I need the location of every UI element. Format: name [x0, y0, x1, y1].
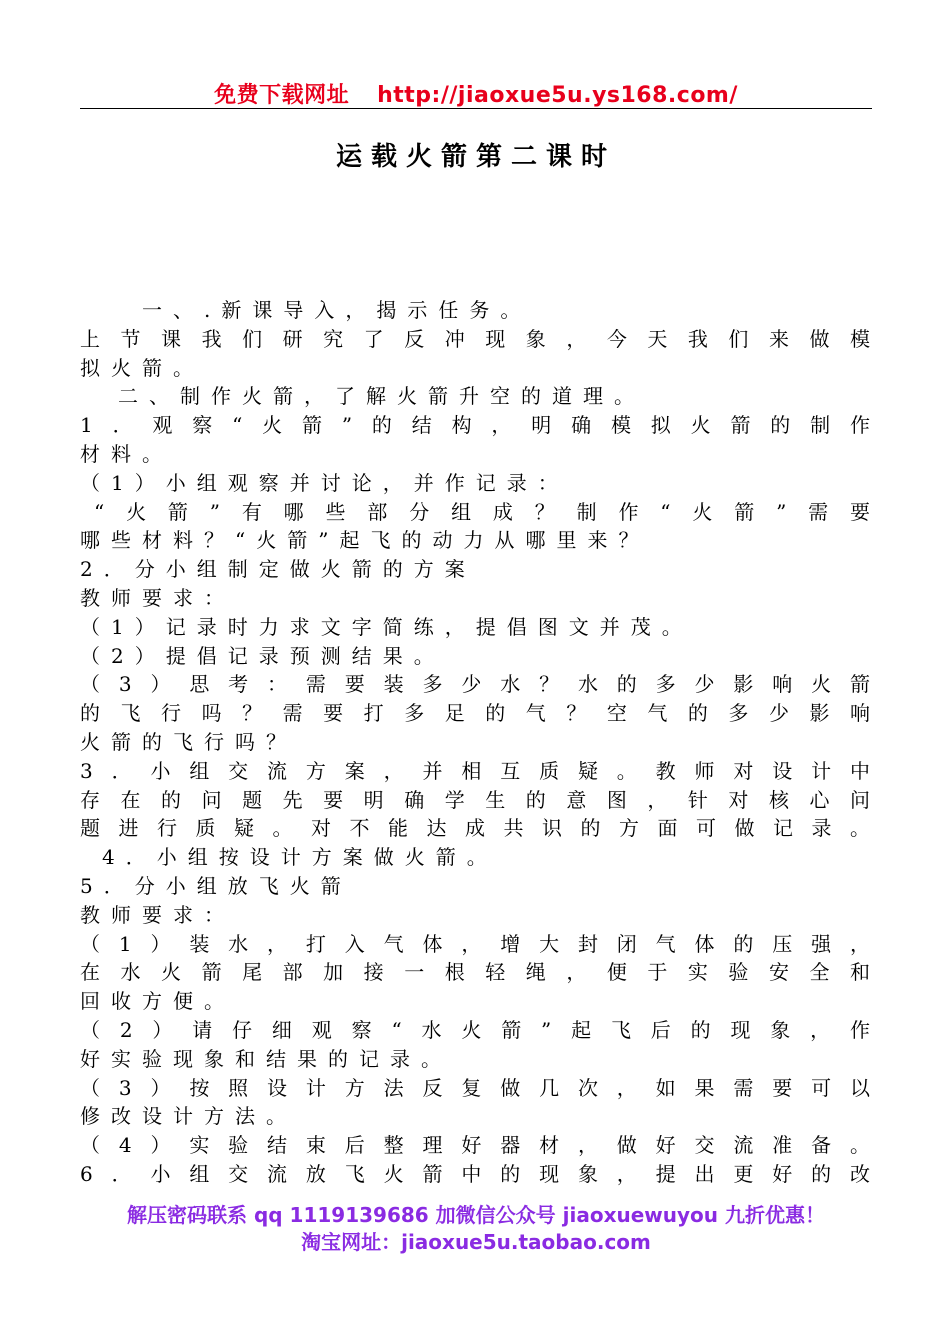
footer-contact: 解压密码联系 qq 1119139686 加微信公众号 jiaoxuewuyou 九折优惠！	[127, 1203, 825, 1227]
download-header	[80, 78, 872, 109]
text-line: 好实验现象和结果的记录。	[80, 1046, 452, 1071]
text-line: 二、制作火箭，了解火箭升空的道理。	[118, 384, 645, 409]
download-label: 免费下载网址	[214, 83, 350, 108]
text-line: 上节课我们研究了反冲现象，今天我们来做模	[80, 326, 872, 351]
text-line: 一、.新课导入，揭示任务。	[142, 298, 532, 322]
text-line: （1）记录时力求文字简练，提倡图文并茂。	[80, 614, 693, 639]
text-line: （1）装水，打入气体，增大封闭气体的压强，	[80, 931, 872, 956]
text-line: 在水火箭尾部加接一根轻绳，便于实验安全和	[80, 960, 872, 985]
text-line: “火箭”有哪些部分组成？制作“火箭”需要	[94, 499, 872, 524]
text-line: 4．小组按设计方案做火箭。	[102, 845, 498, 870]
text-line: 1．观察“火箭”的结构，明确模拟火箭的制作	[80, 413, 872, 438]
text-line: 的飞行吗？需要打多足的气？空气的多少影响	[80, 701, 872, 726]
text-line: 2．分小组制定做火箭的方案	[80, 557, 476, 582]
text-line: （1）小组观察并讨论，并作记录：	[80, 470, 569, 495]
text-line: 存在的问题先要明确学生的意图，针对核心问	[80, 787, 872, 812]
footer-shop-link[interactable]: 淘宝网址：jiaoxue5u.taobao.com	[301, 1230, 651, 1254]
text-line: 5．分小组放飞火箭	[80, 873, 352, 898]
lesson-body	[80, 296, 872, 1189]
text-line: （2）提倡记录预测结果。	[80, 643, 445, 668]
text-line: 3．小组交流方案，并相互质疑。教师对设计中	[80, 758, 872, 783]
text-line: 教师要求：	[80, 902, 235, 927]
header-divider	[80, 108, 872, 109]
text-line: （2）请仔细观察“水火箭”起飞后的现象，作	[80, 1017, 872, 1042]
text-line: 回收方便。	[80, 989, 235, 1014]
text-line: 哪些材料？“火箭”起飞的动力从哪里来？	[80, 528, 650, 553]
page-title: 运载火箭第二课时	[335, 142, 616, 172]
text-line: 火箭的飞行吗？	[80, 729, 297, 754]
text-line: （3）按照设计方法反复做几次，如果需要可以	[80, 1075, 872, 1100]
text-line: 修改设计方法。	[80, 1104, 297, 1129]
text-line: 教师要求：	[80, 585, 235, 610]
text-line: （4）实验结束后整理好器材，做好交流准备。	[80, 1133, 872, 1158]
text-line: 6．小组交流放飞火箭中的现象，提出更好的改	[80, 1161, 872, 1186]
download-url-link[interactable]: http://jiaoxue5u.ys168.com/	[377, 83, 738, 108]
text-line: 材料。	[80, 441, 173, 466]
text-line: 题进行质疑。对不能达成共识的方面可做记录。	[80, 816, 872, 841]
text-line: （3）思考：需要装多少水？水的多少影响火箭	[80, 672, 872, 697]
text-line: 拟火箭。	[80, 355, 204, 380]
